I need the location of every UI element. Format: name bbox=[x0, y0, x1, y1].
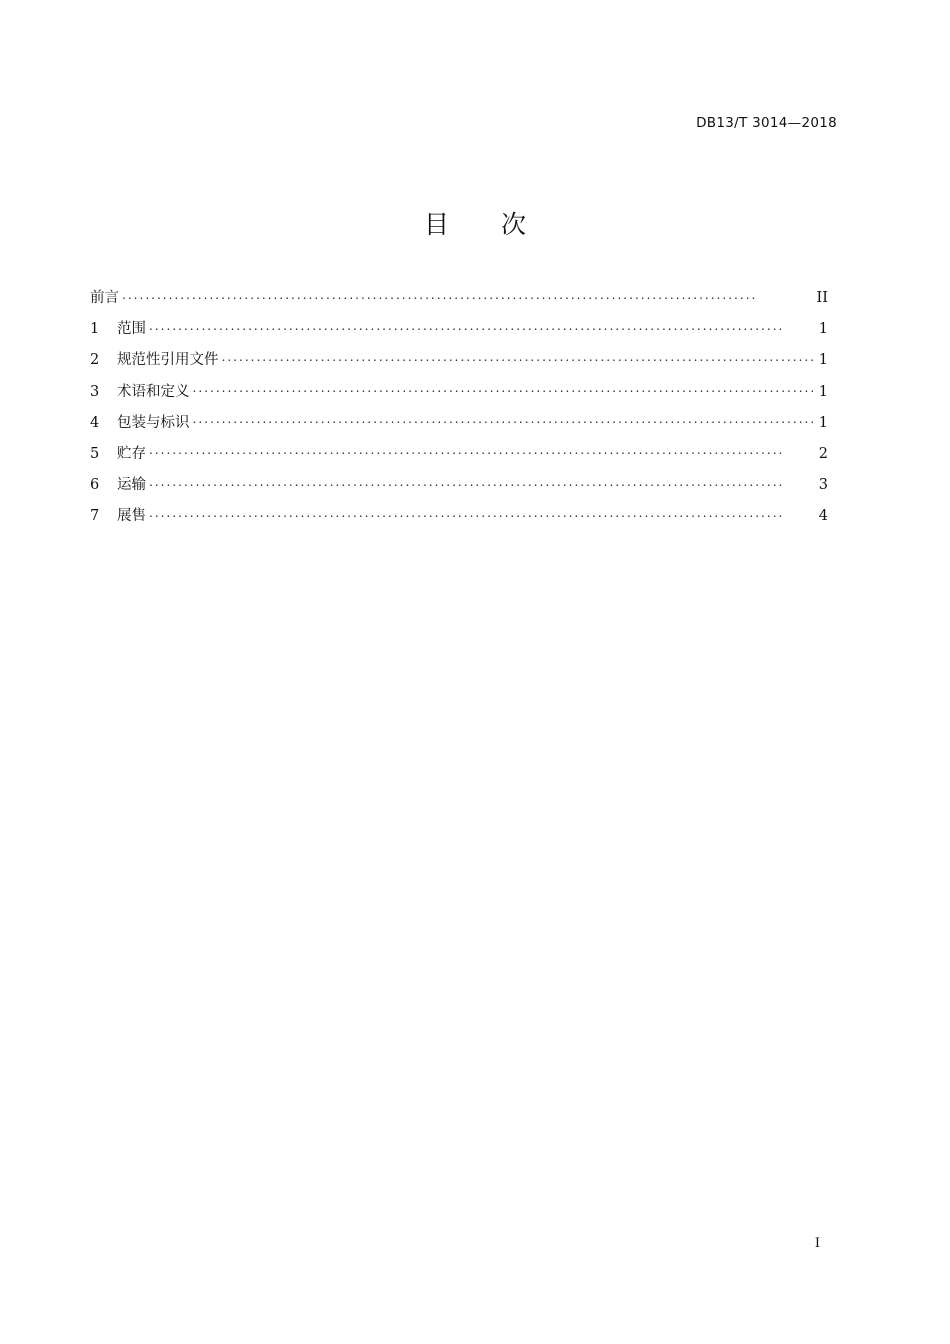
toc-dot-leader bbox=[193, 412, 816, 427]
toc-entry-page: II bbox=[816, 290, 828, 306]
toc-entry-label: 贮存 bbox=[117, 445, 146, 462]
toc-entry-label: 包装与标识 bbox=[117, 414, 190, 431]
toc-entry-transport[interactable] bbox=[90, 473, 828, 504]
toc-entry-number: 3 bbox=[90, 383, 100, 400]
toc-entry-number: 5 bbox=[90, 445, 100, 462]
toc-entry-page: 1 bbox=[818, 321, 828, 338]
toc-entry-page: 1 bbox=[818, 352, 828, 369]
toc-entry-page: 2 bbox=[818, 445, 828, 462]
toc-dot-leader bbox=[149, 506, 816, 521]
toc-entry-scope[interactable] bbox=[90, 317, 828, 348]
toc-dot-leader bbox=[122, 288, 814, 303]
toc-entry-number: 1 bbox=[90, 321, 100, 338]
toc-entry-page: 4 bbox=[818, 508, 828, 525]
toc-entry-packaging-labeling[interactable] bbox=[90, 411, 828, 442]
toc-entry-number: 4 bbox=[90, 414, 100, 431]
toc-entry-label: 运输 bbox=[117, 477, 146, 494]
toc-entry-label: 展售 bbox=[117, 508, 146, 525]
table-of-contents bbox=[90, 286, 828, 536]
toc-entry-label: 范围 bbox=[117, 321, 146, 338]
toc-entry-number: 6 bbox=[90, 477, 100, 494]
toc-entry-exhibition-sale[interactable] bbox=[90, 504, 828, 535]
toc-dot-leader bbox=[193, 381, 816, 396]
toc-entry-label: 规范性引用文件 bbox=[117, 352, 219, 369]
toc-dot-leader bbox=[149, 319, 816, 334]
toc-entry-number: 7 bbox=[90, 508, 100, 525]
toc-entry-preface[interactable] bbox=[90, 286, 828, 317]
document-code: DB13/T 3014—2018 bbox=[696, 115, 837, 131]
toc-entry-storage[interactable] bbox=[90, 442, 828, 473]
toc-entry-page: 1 bbox=[818, 383, 828, 400]
toc-entry-number: 2 bbox=[90, 352, 100, 369]
toc-entry-page: 3 bbox=[818, 477, 828, 494]
toc-entry-label: 前言 bbox=[90, 290, 119, 306]
toc-dot-leader bbox=[149, 443, 816, 458]
page-number: I bbox=[814, 1236, 820, 1251]
toc-entry-terms-definitions[interactable] bbox=[90, 380, 828, 411]
toc-dot-leader bbox=[222, 350, 816, 365]
toc-entry-page: 1 bbox=[818, 414, 828, 431]
toc-entry-label: 术语和定义 bbox=[117, 383, 190, 400]
toc-entry-normative-references[interactable] bbox=[90, 348, 828, 379]
toc-dot-leader bbox=[149, 475, 816, 490]
toc-title: 目 次 bbox=[424, 210, 548, 239]
